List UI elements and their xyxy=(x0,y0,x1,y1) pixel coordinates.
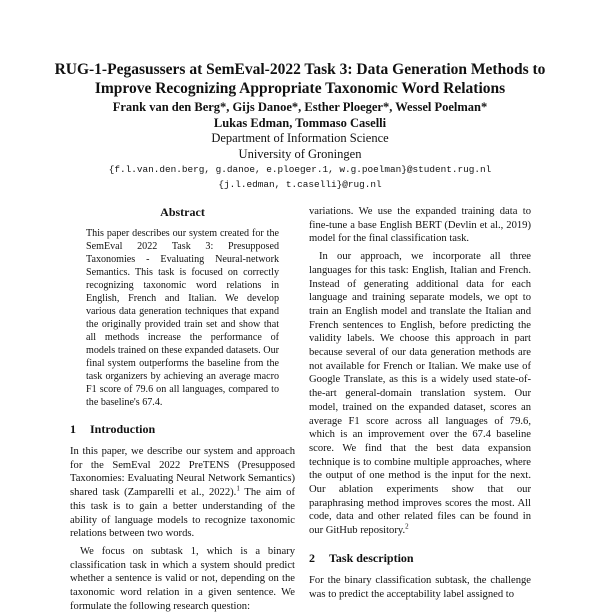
abstract-body xyxy=(86,227,279,409)
section-number: 2 xyxy=(309,550,315,565)
footnote-marker-2: 2 xyxy=(405,522,409,531)
task-paragraph-1: For the binary classification subtask, the challenge was to predict the acceptability label assigned to xyxy=(309,574,531,600)
right-paragraph-2 xyxy=(309,250,531,538)
section-heading-task-description xyxy=(309,551,531,566)
right-column xyxy=(309,205,531,601)
department: Department of Information Science xyxy=(211,131,389,145)
section-number: 1 xyxy=(70,422,76,436)
author-block xyxy=(40,100,560,192)
email-line-2: {j.l.edman, t.caselli}@rug.nl xyxy=(218,179,382,190)
abstract-heading: Abstract xyxy=(160,205,205,219)
authors-line-1: Frank van den Berg*, Gijs Danoe*, Esther Ploeger*, Wessel Poelman* xyxy=(112,100,488,114)
title-line-2: Improve Recognizing Appropriate Taxonomic Word Relations xyxy=(94,80,506,97)
right-text-2: In our approach, we incorporate all three languages for this task: English, Italian and French. Instead of generating additional data for each language and training separate models, we opt to train an English model and translate the Italian and French sentences to English, before predicting the validity labels. We choose this approach in part because several of our data generation methods are not available for French or Italian. We make use of Google Translate, as this is a widely used state-of-the-art general-domain translation system. Our model, trained on the expanded dataset, scores an average F1 score across all languages of 79.6, which is an improvement over the 67.4 baseline score. We find that the best data expansion technique is to combine multiple approaches, where the output of one method is the input for the next. Our ablation experiments show that our paraphrasing method improves scores the most. All code, data and other related files can be found in our GitHub repository. xyxy=(309,251,531,537)
university: University of Groningen xyxy=(238,146,362,161)
section-title: Introduction xyxy=(90,422,156,436)
intro-text-1: In this paper, we describe our system and approach for the SemEval 2022 PreTENS (Presupposed Taxonomies: Evaluating Neural Network Semantics) shared task (Zamparelli et al., 2022). xyxy=(70,446,295,499)
email-line-1: {f.l.van.den.berg, g.danoe, e.ploeger.1, w.g.poelman}@student.rug.nl xyxy=(108,164,492,175)
intro-paragraph-1 xyxy=(70,445,295,541)
right-paragraph-1: variations. We use the expanded training data to fine-tune a base English BERT (Devlin et al., 2019) model for the final classification task. xyxy=(309,206,531,245)
title-line-1: RUG-1-Pegasussers at SemEval-2022 Task 3: Data Generation Methods to xyxy=(54,61,546,78)
paper-title xyxy=(40,60,560,98)
footnote-marker-1: 1 xyxy=(236,484,240,493)
section-heading-introduction xyxy=(70,422,295,437)
section-title: Task description xyxy=(329,550,414,565)
authors-line-2: Lukas Edman, Tommaso Caselli xyxy=(213,115,387,130)
intro-paragraph-2: We focus on subtask 1, which is a binary classification task in which a system should predict whether a sentence is valid or not, depending on the taxonomic word relation in a given sentence. We formulate the following research question: xyxy=(70,545,295,612)
abstract-text: This paper describes our system created for the SemEval 2022 Task 3: Presupposed Taxonomies - Evaluating Neural-network Semantics. This task is focused on correctly recognizing taxonomic word relations in English, French and Italian. We develop various data generation techniques that expand the originally provided train set and show that all methods increase the performance of models trained on these expanded datasets. Our final system outperforms the baseline from the task organizers by achieving an average macro F1 score of 79.6 on all languages, compared to the baseline's 67.4. xyxy=(86,228,279,408)
left-column xyxy=(70,205,295,613)
intro-text-1-cont: The aim of this task is to gain a better understanding of the ability of language models to recognize taxonomic relations between two words. xyxy=(70,487,296,540)
